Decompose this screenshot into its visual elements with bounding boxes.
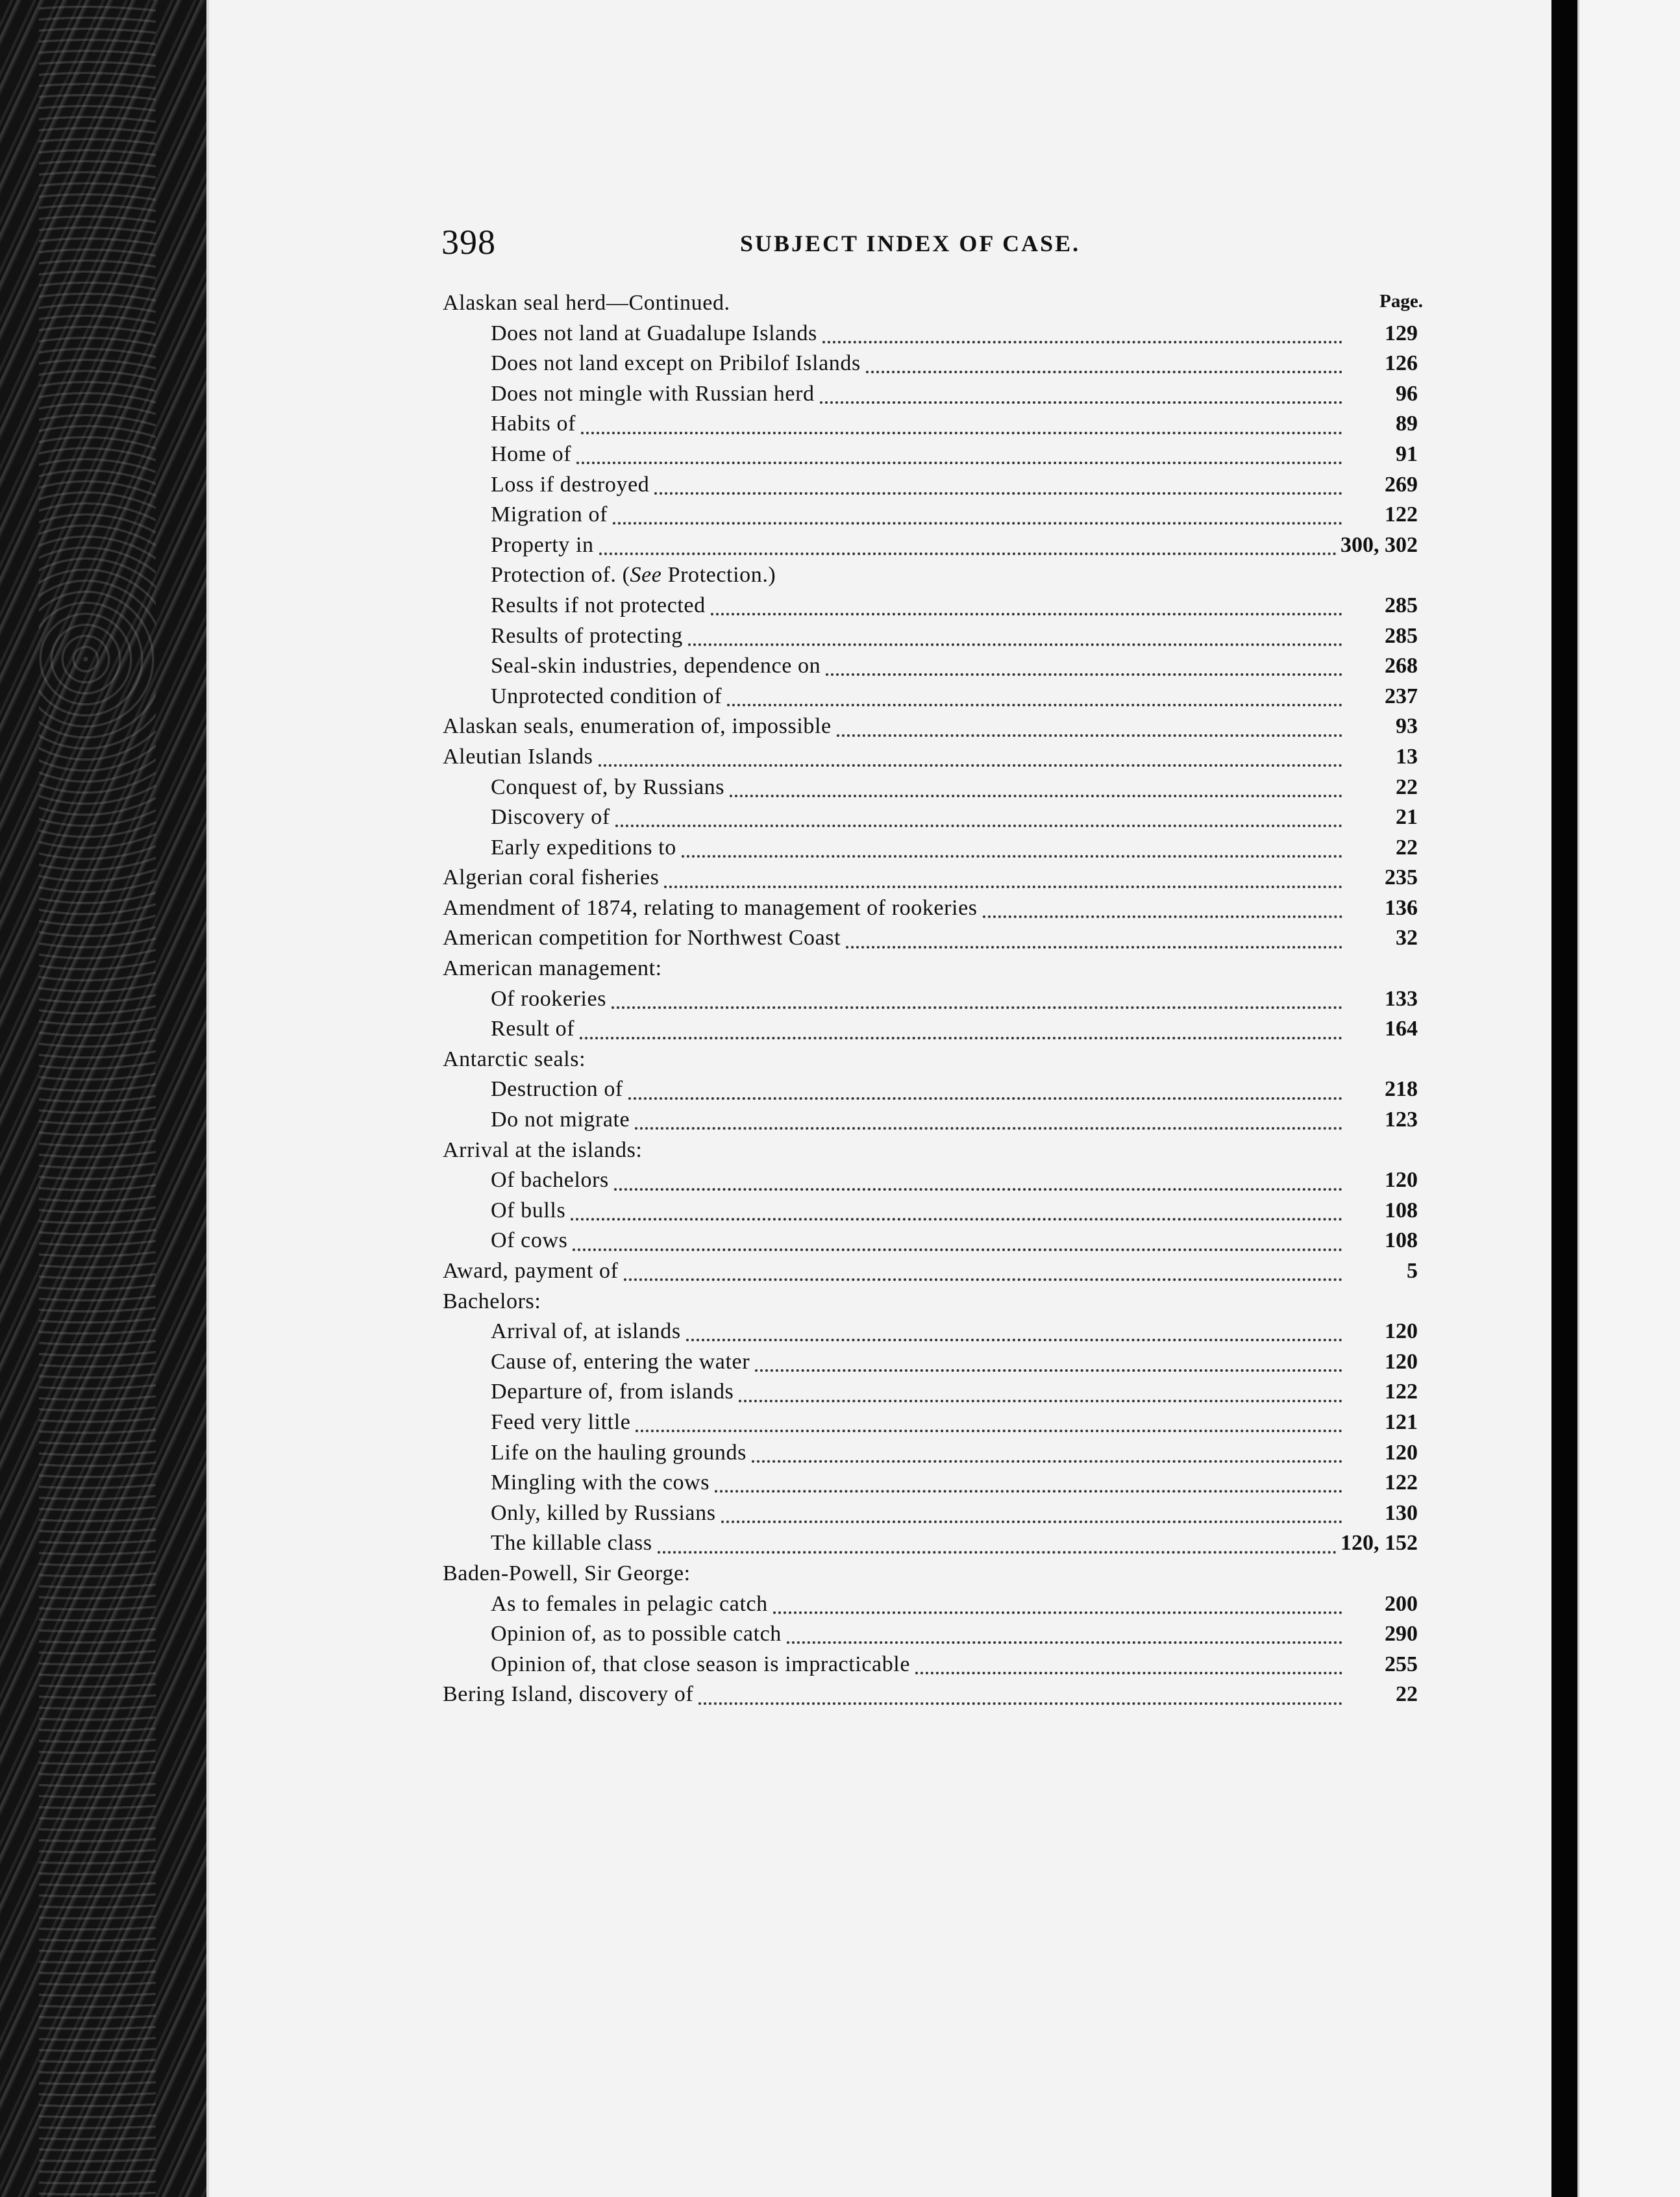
- dot-leader: [781, 578, 1342, 584]
- index-subentry: [443, 560, 1418, 591]
- page-reference: 121: [1385, 1409, 1418, 1434]
- dot-leader: [915, 1665, 1342, 1674]
- index-subentry: [443, 1408, 1418, 1438]
- entry-text: Early expeditions to: [491, 835, 676, 860]
- entry-text: Cause of, entering the water: [491, 1349, 750, 1374]
- dot-leader: [773, 1605, 1342, 1614]
- index-subentry: [443, 833, 1418, 863]
- page-reference: 218: [1385, 1077, 1418, 1102]
- index-subentry: [443, 682, 1418, 712]
- dot-leader: [721, 1514, 1342, 1523]
- index-subentry: [443, 530, 1418, 561]
- page-reference: 300, 302: [1340, 532, 1418, 557]
- dot-leader: [611, 1000, 1342, 1009]
- page-reference: 255: [1385, 1652, 1418, 1676]
- index-subentry: [443, 1074, 1418, 1105]
- dot-leader: [826, 667, 1342, 676]
- index-entry: [443, 863, 1418, 893]
- index-entry: [443, 742, 1418, 773]
- index-subentry: [443, 1438, 1418, 1469]
- page-reference: 285: [1385, 593, 1418, 617]
- index-entry: [443, 1045, 1418, 1075]
- index-subentry: [443, 984, 1418, 1015]
- page-reference: 120: [1385, 1440, 1418, 1465]
- page-reference: 22: [1396, 775, 1418, 799]
- entry-text: Bachelors:: [443, 1289, 541, 1313]
- dot-leader: [647, 1152, 1342, 1159]
- index-entry: [443, 1287, 1418, 1317]
- dot-leader: [752, 1454, 1342, 1463]
- dot-leader: [664, 879, 1342, 888]
- entry-text: American management:: [443, 956, 662, 981]
- page-reference: 122: [1385, 1471, 1418, 1495]
- adjacent-page-edge: [1577, 0, 1680, 2197]
- entry-text: Aleutian Islands: [443, 744, 593, 769]
- page-reference: 285: [1385, 623, 1418, 648]
- dot-leader: [581, 425, 1342, 434]
- index-subentry: [443, 1347, 1418, 1378]
- index-subentry: [443, 409, 1418, 440]
- entry-text: Destruction of: [491, 1077, 623, 1102]
- index-entry: [443, 1559, 1418, 1589]
- index-entry: [443, 1680, 1418, 1710]
- index-subentry: [443, 440, 1418, 470]
- dot-leader: [571, 1211, 1342, 1221]
- entry-text: Results if not protected: [491, 593, 706, 617]
- page-reference: 130: [1385, 1500, 1418, 1525]
- entry-text: Does not mingle with Russian herd: [491, 381, 815, 406]
- entry-text: Departure of, from islands: [491, 1380, 734, 1404]
- dot-leader: [735, 305, 1342, 312]
- index-entry: [443, 923, 1418, 954]
- index-subentry: [443, 1105, 1418, 1136]
- dot-leader: [739, 1393, 1342, 1402]
- see-reference-italic: See: [630, 563, 662, 588]
- dot-leader: [698, 1696, 1342, 1705]
- index-subentry: [443, 1619, 1418, 1650]
- entry-text: Of bachelors: [491, 1168, 609, 1193]
- entry-text: Life on the hauling grounds: [491, 1440, 747, 1465]
- dot-leader: [599, 546, 1337, 555]
- index-subentry: [443, 1226, 1418, 1256]
- index-subentry: [443, 319, 1418, 349]
- entry-text: Of cows: [491, 1228, 568, 1253]
- page-reference: 136: [1385, 895, 1418, 920]
- dot-leader: [688, 637, 1342, 646]
- page-reference: 22: [1396, 1682, 1418, 1707]
- page-reference: 22: [1396, 835, 1418, 860]
- page-reference: 122: [1385, 1380, 1418, 1404]
- dot-leader: [546, 1304, 1342, 1310]
- dot-leader: [682, 849, 1342, 858]
- dot-leader: [573, 1242, 1342, 1251]
- dot-leader: [787, 1635, 1342, 1644]
- page-reference: 93: [1396, 714, 1418, 739]
- dot-leader: [635, 1121, 1342, 1130]
- page-reference: 96: [1396, 381, 1418, 406]
- dot-leader: [866, 364, 1342, 373]
- page-reference: 126: [1385, 351, 1418, 376]
- index-entry: [443, 288, 1418, 319]
- page-reference: 108: [1385, 1198, 1418, 1223]
- index-entry: [443, 1136, 1418, 1166]
- dot-leader: [755, 1363, 1342, 1372]
- dot-leader: [730, 788, 1342, 797]
- page-reference: 120: [1385, 1319, 1418, 1344]
- index-subentry: [443, 802, 1418, 833]
- dot-leader: [846, 939, 1342, 949]
- page-reference: 120, 152: [1340, 1531, 1418, 1556]
- index-subentry: [443, 651, 1418, 682]
- entry-text: Baden-Powell, Sir George:: [443, 1561, 691, 1585]
- dot-leader: [624, 1272, 1343, 1281]
- index-list: [443, 288, 1418, 1710]
- entry-text: Of bulls: [491, 1198, 566, 1223]
- entry-text: Opinion of, as to possible catch: [491, 1622, 782, 1646]
- entry-text: Results of protecting: [491, 623, 683, 648]
- page-reference: 237: [1385, 684, 1418, 708]
- entry-text: Home of: [491, 441, 572, 466]
- dot-leader: [658, 1545, 1337, 1554]
- entry-text: Do not migrate: [491, 1108, 630, 1132]
- page-reference: 133: [1385, 986, 1418, 1011]
- page-reference: 268: [1385, 654, 1418, 678]
- entry-text: Of rookeries: [491, 986, 607, 1011]
- index-subentry: [443, 1650, 1418, 1680]
- dot-leader: [820, 395, 1342, 404]
- entry-text: Seal-skin industries, dependence on: [491, 654, 821, 678]
- dot-leader: [837, 728, 1342, 737]
- page-reference: 91: [1396, 441, 1418, 466]
- page-number: 398: [441, 223, 496, 262]
- entry-text: Loss if destroyed: [491, 472, 650, 497]
- page-reference: 5: [1407, 1259, 1418, 1283]
- book-binding-edge: [0, 0, 206, 2197]
- entry-text: Conquest of, by Russians: [491, 775, 725, 799]
- dot-leader: [686, 1332, 1342, 1341]
- dot-leader: [576, 455, 1342, 464]
- page-reference: 123: [1385, 1108, 1418, 1132]
- dot-leader: [654, 486, 1342, 495]
- entry-text: American competition for Northwest Coast: [443, 926, 841, 950]
- entry-text: The killable class: [491, 1531, 652, 1556]
- index-entry: [443, 712, 1418, 742]
- entry-text: Arrival of, at islands: [491, 1319, 681, 1344]
- entry-text: Only, killed by Russians: [491, 1500, 716, 1525]
- dot-leader: [715, 1483, 1342, 1493]
- entry-text: Does not land except on Pribilof Islands: [491, 351, 861, 376]
- index-subentry: [443, 1377, 1418, 1408]
- index-subentry: [443, 621, 1418, 652]
- entry-text: Discovery of: [491, 805, 610, 830]
- index-subentry: [443, 500, 1418, 530]
- dot-leader: [636, 1423, 1342, 1432]
- index-subentry: [443, 1196, 1418, 1226]
- entry-text: Bering Island, discovery of: [443, 1682, 694, 1707]
- index-subentry: [443, 773, 1418, 803]
- dot-leader: [599, 758, 1343, 767]
- index-subentry: [443, 1165, 1418, 1196]
- entry-text: Arrival at the islands:: [443, 1137, 643, 1162]
- entry-text: As to females in pelagic catch: [491, 1591, 768, 1616]
- index-subentry: [443, 470, 1418, 501]
- entry-text: Algerian coral fisheries: [443, 865, 660, 890]
- index-subentry: [443, 1528, 1418, 1559]
- index-subentry: [443, 349, 1418, 379]
- entry-text: Result of: [491, 1017, 575, 1041]
- entry-text: Migration of: [491, 503, 608, 527]
- running-title: SUBJECT INDEX OF CASE.: [740, 230, 1081, 256]
- index-subentry: [443, 591, 1418, 621]
- dot-leader: [591, 1061, 1342, 1068]
- entry-text: Does not land at Guadalupe Islands: [491, 321, 817, 345]
- entry-text: Award, payment of: [443, 1259, 619, 1283]
- page-reference: 120: [1385, 1168, 1418, 1193]
- entry-text: Antarctic seals:: [443, 1047, 586, 1071]
- entry-text: Unprotected condition of: [491, 684, 723, 708]
- page-reference: 108: [1385, 1228, 1418, 1253]
- entry-text: Alaskan seal herd—Continued.: [443, 291, 730, 315]
- dot-leader: [615, 818, 1342, 827]
- index-subentry: [443, 1317, 1418, 1347]
- page-reference: 235: [1385, 865, 1418, 890]
- dot-leader: [983, 909, 1342, 918]
- entry-text: Alaskan seals, enumeration of, impossible: [443, 714, 832, 739]
- page-reference: 89: [1396, 412, 1418, 436]
- index-subentry: [443, 1589, 1418, 1620]
- index-entry: [443, 893, 1418, 924]
- index-subentry: [443, 1498, 1418, 1529]
- page-reference: 13: [1396, 744, 1418, 769]
- page-reference: 129: [1385, 321, 1418, 345]
- entry-text: Property in: [491, 532, 594, 557]
- dot-leader: [613, 515, 1342, 525]
- dot-leader: [628, 1091, 1342, 1100]
- entry-text: Amendment of 1874, relating to management of rookeries: [443, 895, 978, 920]
- page-reference: 21: [1396, 805, 1418, 830]
- entry-text: Feed very little: [491, 1409, 631, 1434]
- index-entry: [443, 954, 1418, 984]
- page-reference: 200: [1385, 1591, 1418, 1616]
- entry-text: Protection of. (See Protection.): [491, 563, 776, 588]
- page-reference: 290: [1385, 1622, 1418, 1646]
- entry-text: Mingling with the cows: [491, 1471, 710, 1495]
- page-gutter-shadow: [1551, 0, 1577, 2197]
- index-subentry: [443, 379, 1418, 410]
- index-subentry: [443, 1014, 1418, 1045]
- dot-leader: [667, 971, 1342, 977]
- page-reference: 120: [1385, 1349, 1418, 1374]
- page-reference: 164: [1385, 1017, 1418, 1041]
- entry-text: Opinion of, that close season is impracticable: [491, 1652, 911, 1676]
- index-entry: [443, 1256, 1418, 1287]
- dot-leader: [614, 1182, 1342, 1191]
- dot-leader: [696, 1576, 1342, 1582]
- dot-leader: [711, 606, 1342, 615]
- page-header: [441, 222, 1415, 267]
- dot-leader: [580, 1030, 1342, 1039]
- page-reference: 122: [1385, 503, 1418, 527]
- page-reference: 32: [1396, 926, 1418, 950]
- page-reference: 269: [1385, 472, 1418, 497]
- entry-text: Habits of: [491, 412, 576, 436]
- dot-leader: [822, 334, 1342, 343]
- page-column-label: Page.: [1379, 291, 1423, 312]
- dot-leader: [727, 697, 1342, 706]
- index-subentry: [443, 1468, 1418, 1498]
